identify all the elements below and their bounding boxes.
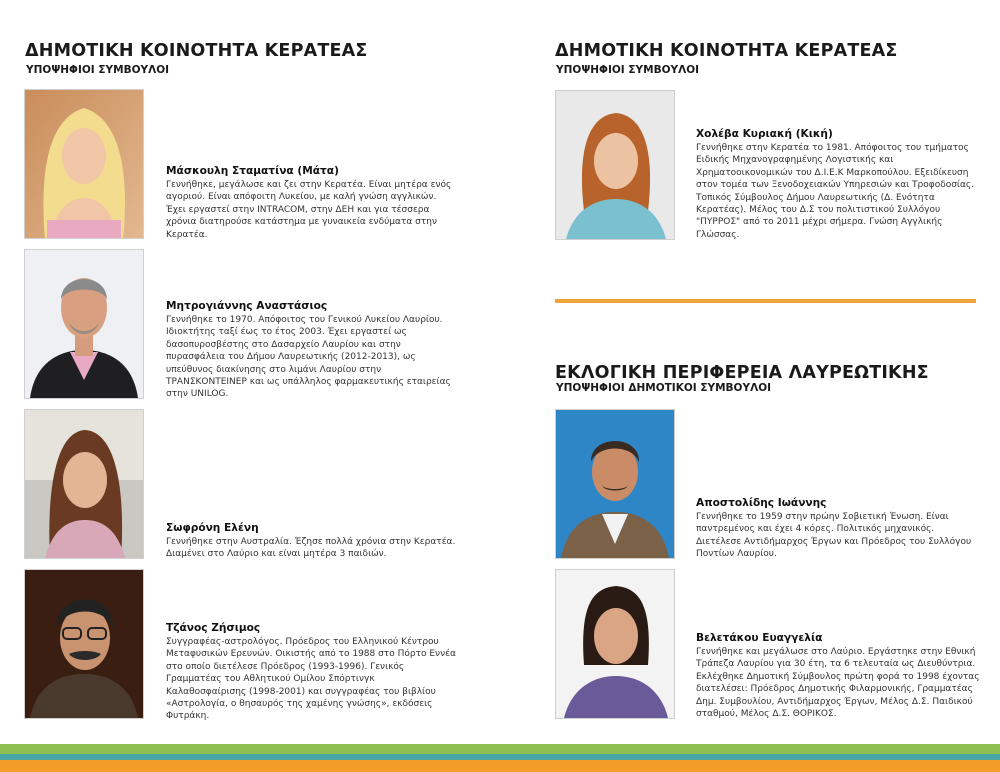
candidate-photo-sofroni	[25, 410, 143, 558]
candidate-bio-tzanos	[166, 622, 456, 723]
candidate-description: Γεννήθηκε στην Κερατέα το 1981. Απόφοιτος του τμήματος Ειδικής Μηχανογραφημένης Λογιστικής και Χρηματοοικονομικών του Δ.Ι.Ε.Κ Μαρκοπούλου. Εξειδίκευση στον τομέα των Ξενοδοχειακών Υπηρεσιών και Τροφοδοσίας. Τοπικός Σύμβουλος Δήμου Λαυρεωτικής (Δ. Ενότητα Κερατέας). Μέλος του Δ.Σ του πολιτιστικού Συλλόγου "ΠΥΡΡΟΣ" από το 2011 μέχρι σήμερα. Γνώση Αγγλικής Γλώσσας.	[696, 143, 975, 240]
candidate-description: Γεννήθηκε το 1959 στην πρώην Σοβιετική Ένωση. Είναι παντρεμένος και έχει 4 κόρες. Πολιτικός μηχανικός. Διετέλεσε Αντιδήμαρχος Έργων και Πρόεδρος του Συλλόγου Ποντίων Λαυρίου.	[696, 512, 972, 560]
bottom-stripe-orange	[0, 760, 1000, 772]
candidate-bio-choleva	[696, 128, 981, 241]
left-section-subtitle: ΥΠΟΨΗΦΙΟΙ ΣΥΜΒΟΥΛΟΙ	[26, 64, 170, 76]
candidate-photo-tzanos	[25, 570, 143, 718]
candidate-name: Τζάνος Ζήσιμος	[166, 622, 261, 634]
candidate-description: Γεννήθηκε στην Αυστραλία. Έζησε πολλά χρόνια στην Κερατέα. Διαμένει στο Λαύριο και είναι μητέρα 3 παιδιών.	[166, 537, 456, 560]
candidate-photo-veletakou	[556, 570, 674, 718]
right-bottom-section-subtitle: ΥΠΟΨΗΦΙΟΙ ΔΗΜΟΤΙΚΟΙ ΣΥΜΒΟΥΛΟΙ	[556, 382, 772, 394]
candidate-name: Σωφρόνη Ελένη	[166, 522, 259, 534]
candidate-photo-apostolidis	[556, 410, 674, 558]
candidate-bio-apostolidis	[696, 497, 981, 561]
candidate-photo-maskouli	[25, 90, 143, 238]
candidate-bio-veletakou	[696, 632, 981, 720]
candidate-name: Μητρογιάννης Αναστάσιος	[166, 300, 328, 312]
candidate-name: Βελετάκου Ευαγγελία	[696, 632, 823, 644]
candidate-bio-sofroni	[166, 522, 456, 561]
candidate-photo-mitrogiannis	[25, 250, 143, 398]
candidate-name: Χολέβα Κυριακή (Κική)	[696, 128, 833, 140]
right-top-section-title: ΔΗΜΟΤΙΚΗ ΚΟΙΝΟΤΗΤΑ ΚΕΡΑΤΕΑΣ	[555, 41, 898, 61]
candidate-description: Γεννήθηκε και μεγάλωσε στο Λαύριο. Εργάστηκε στην Εθνική Τράπεζα Λαυρίου για 30 έτη, τα 6 τελευταία ως Διευθύντρια. Εκλέχθηκε Δημοτική Σύμβουλος πρώτη φορά το 1998 έχοντας διατελέσει: Πρόεδρος Δημοτικής Φιλαρμονικής, Γραμματέας Δημ. Συμβουλίου, Αντιδήμαρχος Έργων, Μέλος Δ.Σ. Παιδικού σταθμού, Μέλος Δ.Σ. ΘΟΡΙΚΟΣ.	[696, 647, 980, 720]
candidate-bio-maskouli	[166, 165, 456, 241]
section-divider	[555, 299, 976, 303]
candidate-bio-mitrogiannis	[166, 300, 456, 401]
left-section-title: ΔΗΜΟΤΙΚΗ ΚΟΙΝΟΤΗΤΑ ΚΕΡΑΤΕΑΣ	[25, 41, 368, 61]
candidate-description: Συγγραφέας-αστρολόγος. Πρόεδρος του Ελληνικού Κέντρου Μεταφυσικών Ερευνών. Οικιστής από το 1988 στο Πόρτο Εννέα στο οποίο διετέλεσε Πρόεδρος (1993-1996). Γενικός Γραμματέας του Αθλητικού Ομίλου Σπόρτινγκ Καλαθοσφαίρισης (1998-2001) και συγγραφέας του βιβλίου «Αστρολογία, ο θησαυρός της χαμένης γνώσης», εκδόσεις Φυτράκη.	[166, 637, 456, 722]
candidate-photo-choleva	[556, 91, 674, 239]
bottom-stripe-green	[0, 744, 1000, 754]
candidate-description: Γεννήθηκε το 1970. Απόφοιτος του Γενικού Λυκείου Λαυρίου. Ιδιοκτήτης ταξί έως το έτος 2003. Έχει εργαστεί ως δασοπυροσβέστης στο Δασαρχείο Λαυρίου και στην πυρασφάλεια του Δήμου Λαυρεωτικής (2012-2013), ως υπεύθυνος διακίνησης στο λιμάνι Λαυρίου στην ΤΡΑΝΣΚΟΝΤΕΙΝΕΡ και ως υπάλληλος φαρμακευτικής εταιρείας στην UNILOG.	[166, 315, 451, 400]
right-bottom-section-title: ΕΚΛΟΓΙΚΗ ΠΕΡΙΦΕΡΕΙΑ ΛΑΥΡΕΩΤΙΚΗΣ	[555, 363, 929, 383]
right-top-section-subtitle: ΥΠΟΨΗΦΙΟΙ ΣΥΜΒΟΥΛΟΙ	[556, 64, 700, 76]
candidate-description: Γεννήθηκε, μεγάλωσε και ζει στην Κερατέα. Είναι μητέρα ενός αγοριού. Είναι απόφοιτη Λυκείου, με καλή γνώση αγγλικών. Έχει εργαστεί στην INTRACOM, στην ΔΕΗ και για τέσσερα χρόνια διατηρούσε κατάστημα με γυναικεία ενδύματα στην Κερατέα.	[166, 180, 452, 240]
candidate-name: Μάσκουλη Σταματίνα (Μάτα)	[166, 165, 339, 177]
candidate-name: Αποστολίδης Ιωάννης	[696, 497, 827, 509]
